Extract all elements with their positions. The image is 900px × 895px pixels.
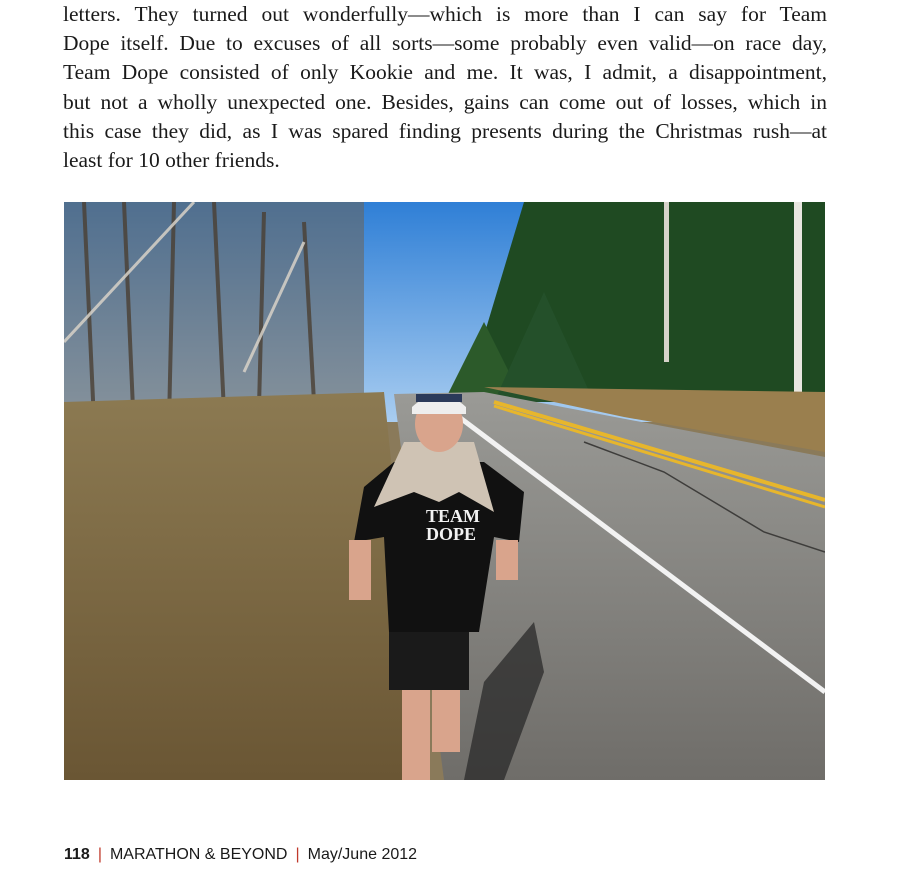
article-line: least for 10 other friends. [63,147,280,172]
article-line: but not a wholly unexpected one. Besides, gains can come out of losses, which in [63,89,827,114]
runner-photo-illustration [64,202,825,780]
page-number: 118 [64,846,90,863]
magazine-name: MARATHON & BEYOND [109,846,288,863]
issue-date: May/June 2012 [307,846,418,863]
article-line: this case they did, as I was spared finding presents during the Christmas rush—at [63,118,827,143]
shirt-line-2: DOPE [426,524,477,544]
article-body [63,0,827,175]
page-footer [64,846,417,864]
footer-separator: | [97,846,102,863]
shirt-line-1: TEAM [426,506,480,526]
runner-photo [64,202,825,780]
article-line: Team Dope consisted of only Kookie and me. It was, I admit, a disappointment, [63,60,827,85]
article-line: letters. They turned out wonderfully—which is more than I can say for Team [63,2,827,26]
article-line: Dope itself. Due to excuses of all sorts—some probably even valid—on race day, [63,31,827,56]
footer-separator-2: | [295,846,300,863]
